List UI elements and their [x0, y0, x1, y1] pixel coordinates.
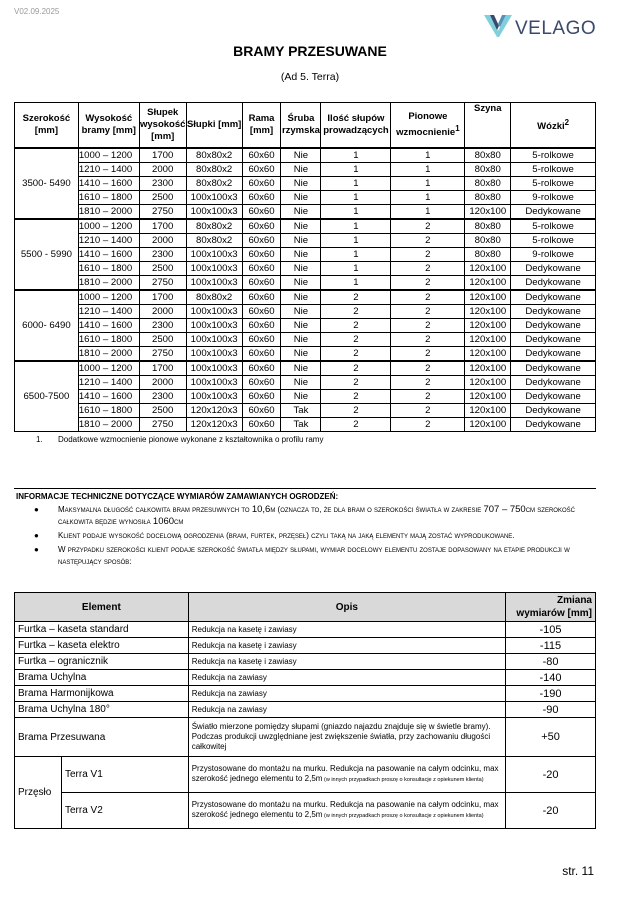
table-cell: 120x100	[465, 418, 511, 432]
table-cell: 2	[391, 290, 465, 305]
table-header-row	[15, 103, 596, 149]
table-cell: 80x80	[465, 248, 511, 262]
change-value-cell: -115	[506, 638, 596, 654]
table-cell: 2	[321, 361, 391, 376]
description-cell: Redukcja na zawiasy	[188, 686, 505, 702]
velago-logo	[484, 15, 596, 42]
table-cell: Dedykowane	[511, 333, 596, 347]
table-row	[15, 404, 596, 418]
table-cell: 1410 – 1600	[78, 319, 139, 333]
header-element: Element	[15, 593, 189, 622]
description-cell: Redukcja na zawiasy	[188, 702, 505, 718]
header-wozki	[511, 103, 596, 149]
table-row	[15, 654, 596, 670]
table-cell: 1410 – 1600	[78, 390, 139, 404]
table-cell: 80x80	[465, 148, 511, 163]
table-cell: 1	[321, 148, 391, 163]
page-subtitle: (Ad 5. Terra)	[280, 71, 340, 83]
description-cell: Światło mierzone pomiędzy słupami (gniazdo najazdu znajduje się w świetle bramy). Podczas produkcji uwzględniane jest zwiększenie światła, przy zachowaniu długości całkowitej	[188, 718, 505, 757]
header-pionowe	[391, 103, 465, 149]
table-cell: 2	[391, 347, 465, 362]
table-row	[15, 376, 596, 390]
header-opis: Opis	[188, 593, 505, 622]
table-cell: 2750	[139, 347, 186, 362]
table-row	[15, 686, 596, 702]
table-cell: Dedykowane	[511, 262, 596, 276]
description-note: (w innych przypadkach proszę o konsultacje z opiekunem klienta)	[322, 777, 484, 783]
table-cell: 2000	[139, 163, 186, 177]
bullet-text-part: Maksymalna długość całkowita bram przesuwnych to	[58, 505, 252, 514]
description-cell: Redukcja na kasetę i zawiasy	[188, 622, 505, 638]
table-cell: 80x80x2	[186, 148, 242, 163]
description-text: Przystosowane do montażu na murku. Redukcja na pasowanie na całym odcinku, max szerokość jednego elementu to 2,5m	[191, 800, 499, 819]
table-cell: 120x100	[465, 376, 511, 390]
table-cell: Nie	[281, 361, 321, 376]
table-cell: 2500	[139, 404, 186, 418]
table-cell: 2300	[139, 248, 186, 262]
table-cell: 1	[321, 219, 391, 234]
change-value-cell: -90	[506, 702, 596, 718]
header-ilosc: Ilość słupów prowadzących	[321, 103, 391, 149]
table-cell: 5-rolkowe	[511, 163, 596, 177]
table-cell: 2	[391, 234, 465, 248]
change-value-cell: -80	[506, 654, 596, 670]
table-cell: 60x60	[242, 163, 281, 177]
table-cell: 60x60	[242, 361, 281, 376]
table-cell: 80x80x2	[186, 290, 242, 305]
info-bullets	[16, 504, 598, 570]
table-cell: Nie	[281, 290, 321, 305]
bullet-number: 707 – 750	[483, 504, 526, 515]
table-cell: 100x100x3	[186, 376, 242, 390]
table-cell: 9-rolkowe	[511, 248, 596, 262]
table-row	[15, 305, 596, 319]
header-slupek: Słupek wysokość [mm]	[139, 103, 186, 149]
table-row	[15, 670, 596, 686]
width-range-cell: 5500 - 5990	[15, 219, 79, 290]
table-cell: 5-rolkowe	[511, 219, 596, 234]
table-cell: 2	[391, 404, 465, 418]
description-text: Przystosowane do montażu na murku. Redukcja na pasowanie na całym odcinku, max szerokość jednego elementu to 2,5m	[191, 764, 499, 783]
header-zmiana: Zmiana wymiarów [mm]	[506, 593, 596, 622]
table-cell: 1700	[139, 361, 186, 376]
table-cell: Dedykowane	[511, 418, 596, 432]
table-cell: 1	[321, 163, 391, 177]
description-cell: Redukcja na kasetę i zawiasy	[188, 638, 505, 654]
table-row	[15, 793, 596, 829]
table-cell: 1610 – 1800	[78, 262, 139, 276]
table-row	[15, 319, 596, 333]
table-cell: 1000 – 1200	[78, 219, 139, 234]
table-row	[15, 248, 596, 262]
table-cell: 1	[391, 191, 465, 205]
table-cell: 2	[321, 305, 391, 319]
table-cell: 60x60	[242, 234, 281, 248]
table-cell: 2750	[139, 276, 186, 291]
table-cell: 60x60	[242, 219, 281, 234]
table-cell: 2	[391, 262, 465, 276]
table-cell: 60x60	[242, 305, 281, 319]
table-cell: Dedykowane	[511, 305, 596, 319]
table-cell: 120x100	[465, 262, 511, 276]
table-cell: 60x60	[242, 177, 281, 191]
sub-element-cell: Terra V2	[61, 793, 188, 829]
width-range-cell: 6000- 6490	[15, 290, 79, 361]
info-title: INFORMACJE TECHNICZNE DOTYCZĄCE WYMIARÓW ZAMAWIANYCH OGRODZEŃ:	[16, 492, 339, 501]
table-cell: Nie	[281, 234, 321, 248]
bullet-dot: ●	[34, 545, 39, 554]
table-cell: 100x100x3	[186, 390, 242, 404]
table-cell: 60x60	[242, 418, 281, 432]
element-cell: Furtka – ogranicznik	[15, 654, 189, 670]
table-cell: 1000 – 1200	[78, 361, 139, 376]
table-cell: Tak	[281, 404, 321, 418]
table-cell: 2	[321, 376, 391, 390]
element-cell: Brama Harmonijkowa	[15, 686, 189, 702]
header-pionowe-label: Pionowe wzmocnienie	[396, 110, 456, 139]
velago-v-logo-icon	[484, 15, 512, 42]
table-row	[15, 333, 596, 347]
table-cell: Nie	[281, 390, 321, 404]
table-cell: 1	[391, 205, 465, 220]
header-wysokosc: Wysokość bramy [mm]	[78, 103, 139, 149]
table-cell: 60x60	[242, 390, 281, 404]
table-cell: 2	[391, 361, 465, 376]
table-cell: 80x80x2	[186, 163, 242, 177]
table-cell: 2	[321, 404, 391, 418]
bullet-dot: ●	[34, 505, 39, 514]
table-cell: 60x60	[242, 376, 281, 390]
table-cell: 1	[321, 276, 391, 291]
table-row	[15, 191, 596, 205]
table-cell: Dedykowane	[511, 347, 596, 362]
description-cell: Redukcja na zawiasy	[188, 670, 505, 686]
width-range-cell: 6500-7500	[15, 361, 79, 432]
table-cell: 1	[391, 148, 465, 163]
table-row	[15, 290, 596, 305]
table-cell: 2	[321, 319, 391, 333]
table-cell: 1700	[139, 219, 186, 234]
table-cell: 1810 – 2000	[78, 205, 139, 220]
table-cell: 1	[321, 177, 391, 191]
table-cell: 2500	[139, 333, 186, 347]
table-cell: 80x80x2	[186, 234, 242, 248]
table-cell: 2	[391, 376, 465, 390]
table-cell: 1410 – 1600	[78, 177, 139, 191]
footnote-text: Dodatkowe wzmocnienie pionowe wykonane z kształtownika o profilu ramy	[58, 435, 324, 444]
table-cell: 120x100	[465, 347, 511, 362]
description-cell: Redukcja na kasetę i zawiasy	[188, 654, 505, 670]
table-cell: Dedykowane	[511, 319, 596, 333]
table-cell: 2	[321, 333, 391, 347]
table-cell: 60x60	[242, 347, 281, 362]
table-cell: 100x100x3	[186, 262, 242, 276]
table-cell: 60x60	[242, 205, 281, 220]
sub-element-cell: Terra V1	[61, 757, 188, 793]
bullet-dot: ●	[34, 531, 39, 540]
description-cell	[188, 757, 505, 793]
table-cell: Tak	[281, 418, 321, 432]
table-cell: 100x100x3	[186, 276, 242, 291]
table-cell: 2000	[139, 234, 186, 248]
table-cell: 1810 – 2000	[78, 276, 139, 291]
header-slupki: Słupki [mm]	[186, 103, 242, 149]
table-cell: 120x120x3	[186, 418, 242, 432]
table-cell: 2750	[139, 418, 186, 432]
change-value-cell: -20	[506, 793, 596, 829]
table-row	[15, 390, 596, 404]
table-cell: 2	[391, 219, 465, 234]
bullet-text: Klient podaje wysokość docelową ogrodzenia (bram, furtek, przęseł) czyli taką na jaką elementy mają zostać wyprodukowane.	[58, 531, 515, 540]
table-cell: 80x80	[465, 177, 511, 191]
table-cell: Nie	[281, 205, 321, 220]
table-cell: 9-rolkowe	[511, 191, 596, 205]
table-cell: 120x100	[465, 319, 511, 333]
table-cell: 2	[391, 418, 465, 432]
table-cell: 60x60	[242, 148, 281, 163]
table-cell: 1	[391, 177, 465, 191]
table-row	[15, 219, 596, 234]
table-cell: 100x100x3	[186, 191, 242, 205]
element-cell: Brama Uchylna	[15, 670, 189, 686]
table-cell: 1	[321, 191, 391, 205]
header-wozki-label: Wózki	[537, 121, 565, 133]
table-cell: 80x80x2	[186, 219, 242, 234]
table-cell: 1410 – 1600	[78, 248, 139, 262]
element-cell: Brama Przesuwana	[15, 718, 189, 757]
table-row	[15, 638, 596, 654]
table-cell: 60x60	[242, 191, 281, 205]
table-row	[15, 702, 596, 718]
table-cell: 1000 – 1200	[78, 148, 139, 163]
table-row	[15, 718, 596, 757]
table-row	[15, 205, 596, 220]
table-cell: 100x100x3	[186, 333, 242, 347]
table-cell: 80x80x2	[186, 177, 242, 191]
table-cell: 1810 – 2000	[78, 418, 139, 432]
table-row	[15, 361, 596, 376]
table-cell: 2	[321, 418, 391, 432]
table-cell: 2300	[139, 319, 186, 333]
table-cell: Dedykowane	[511, 361, 596, 376]
logo-text: VELAGO	[515, 17, 597, 39]
change-value-cell: +50	[506, 718, 596, 757]
table-header-row	[15, 593, 596, 622]
table-cell: 2	[321, 347, 391, 362]
table-cell: 1210 – 1400	[78, 163, 139, 177]
table-cell: 2300	[139, 177, 186, 191]
gates-spec-table	[14, 102, 596, 432]
table-cell: 80x80	[465, 234, 511, 248]
table-cell: Nie	[281, 276, 321, 291]
table-row	[15, 163, 596, 177]
table-cell: 1	[321, 234, 391, 248]
table-cell: 2	[391, 333, 465, 347]
table-cell: 2000	[139, 305, 186, 319]
table-cell: 1000 – 1200	[78, 290, 139, 305]
table-cell: 100x100x3	[186, 347, 242, 362]
bullet-text-part: m (oznacza to, że dla bram o szerokości światła w zakresie	[270, 505, 484, 514]
bullet-number: 10,6	[251, 504, 271, 515]
table-cell: 120x120x3	[186, 404, 242, 418]
table-cell: 100x100x3	[186, 319, 242, 333]
table-cell: 1	[321, 205, 391, 220]
table-row	[15, 622, 596, 638]
table-cell: Nie	[281, 219, 321, 234]
table-cell: 1610 – 1800	[78, 333, 139, 347]
table-cell: Nie	[281, 163, 321, 177]
description-note: (w innych przypadkach proszę o konsultacje z opiekunem klienta)	[322, 813, 484, 819]
table-cell: 1	[321, 248, 391, 262]
table-row	[15, 757, 596, 793]
table-cell: 60x60	[242, 248, 281, 262]
table-cell: 120x100	[465, 333, 511, 347]
table-cell: Dedykowane	[511, 276, 596, 291]
table-cell: 2500	[139, 262, 186, 276]
info-bullet	[16, 544, 598, 568]
table-cell: 2	[391, 390, 465, 404]
table-cell: 60x60	[242, 290, 281, 305]
bullet-text-part: cm	[174, 517, 184, 526]
table-cell: 1	[391, 163, 465, 177]
table-cell: 60x60	[242, 276, 281, 291]
bullet-text: W przypadku szerokości klient podaje szerokość światła między słupami, wymiar docelowy elementu zostaje dopasowany na etapie produkcji w następujący sposób:	[58, 545, 570, 566]
table-row	[15, 148, 596, 163]
table-cell: 1	[321, 262, 391, 276]
footnote-number: 1.	[36, 435, 43, 444]
table-cell: Dedykowane	[511, 390, 596, 404]
table-cell: 1210 – 1400	[78, 376, 139, 390]
element-cell: Furtka – kaseta elektro	[15, 638, 189, 654]
table-cell: Nie	[281, 177, 321, 191]
table-cell: 1610 – 1800	[78, 191, 139, 205]
version-label: V02.09.2025	[14, 7, 60, 16]
table-cell: Nie	[281, 191, 321, 205]
table-cell: Dedykowane	[511, 376, 596, 390]
table-cell: 2	[391, 319, 465, 333]
table-cell: 2	[321, 390, 391, 404]
section-divider	[14, 488, 596, 489]
table-cell: 2	[391, 248, 465, 262]
table-row	[15, 276, 596, 291]
table-cell: 5-rolkowe	[511, 234, 596, 248]
table-row	[15, 177, 596, 191]
table-cell: 100x100x3	[186, 361, 242, 376]
table-cell: 2000	[139, 376, 186, 390]
table-cell: Nie	[281, 148, 321, 163]
bullet-number: 1060	[152, 516, 175, 527]
table-cell: 100x100x3	[186, 248, 242, 262]
table-cell: 60x60	[242, 262, 281, 276]
table-cell: Dedykowane	[511, 290, 596, 305]
header-rama: Rama [mm]	[242, 103, 281, 149]
header-szerokosc: Szerokość [mm]	[15, 103, 79, 149]
dimension-change-table	[14, 592, 596, 829]
table-cell: Nie	[281, 248, 321, 262]
table-cell: 5-rolkowe	[511, 177, 596, 191]
table-cell: 1700	[139, 290, 186, 305]
table-cell: Dedykowane	[511, 404, 596, 418]
table-cell: Dedykowane	[511, 205, 596, 220]
table-cell: 2	[321, 290, 391, 305]
header-sruba: Śruba rzymska	[281, 103, 321, 149]
table-cell: 5-rolkowe	[511, 148, 596, 163]
table-cell: 80x80	[465, 191, 511, 205]
description-cell	[188, 793, 505, 829]
table-cell: 60x60	[242, 404, 281, 418]
table-row	[15, 234, 596, 248]
table-row	[15, 347, 596, 362]
table-cell: 120x100	[465, 361, 511, 376]
info-bullet	[16, 504, 598, 528]
table-cell: 100x100x3	[186, 205, 242, 220]
table-cell: 120x100	[465, 390, 511, 404]
table-cell: 120x100	[465, 404, 511, 418]
bullet-text-part: cm szerokość całkowita będzie wynosiła	[58, 505, 575, 526]
table-cell: Nie	[281, 347, 321, 362]
table-cell: Nie	[281, 376, 321, 390]
info-bullet	[16, 530, 598, 542]
header-wozki-sup: 2	[564, 117, 570, 127]
width-range-cell: 3500- 5490	[15, 148, 79, 219]
table-cell: 2750	[139, 205, 186, 220]
table-cell: 120x100	[465, 205, 511, 220]
table-row	[15, 418, 596, 432]
table-cell: Nie	[281, 333, 321, 347]
table-cell: 100x100x3	[186, 305, 242, 319]
table-cell: 80x80	[465, 163, 511, 177]
table-cell: 2300	[139, 390, 186, 404]
table-cell: 80x80	[465, 219, 511, 234]
table-cell: 60x60	[242, 333, 281, 347]
table-cell: Nie	[281, 262, 321, 276]
table-row	[15, 262, 596, 276]
table-cell: Nie	[281, 319, 321, 333]
table-cell: 120x100	[465, 290, 511, 305]
header-szyna: Szyna	[465, 103, 511, 149]
table-cell: 60x60	[242, 319, 281, 333]
change-value-cell: -20	[506, 757, 596, 793]
element-cell: Furtka – kaseta standard	[15, 622, 189, 638]
page-number: str. 11	[562, 864, 594, 878]
change-value-cell: -140	[506, 670, 596, 686]
page-title: BRAMY PRZESUWANE	[233, 43, 387, 59]
change-value-cell: -190	[506, 686, 596, 702]
table-cell: 1810 – 2000	[78, 347, 139, 362]
table-cell: 2500	[139, 191, 186, 205]
table-cell: 2	[391, 276, 465, 291]
element-cell: Brama Uchylna 180°	[15, 702, 189, 718]
table-cell: 120x100	[465, 276, 511, 291]
table-cell: 1210 – 1400	[78, 234, 139, 248]
przeslo-label: Przęsło	[15, 757, 62, 829]
header-pionowe-sup: 1	[455, 123, 460, 133]
change-value-cell: -105	[506, 622, 596, 638]
table-cell: 120x100	[465, 305, 511, 319]
table-cell: 1700	[139, 148, 186, 163]
table-cell: 1210 – 1400	[78, 305, 139, 319]
table-cell: 1610 – 1800	[78, 404, 139, 418]
table-cell: 2	[391, 305, 465, 319]
table-cell: Nie	[281, 305, 321, 319]
